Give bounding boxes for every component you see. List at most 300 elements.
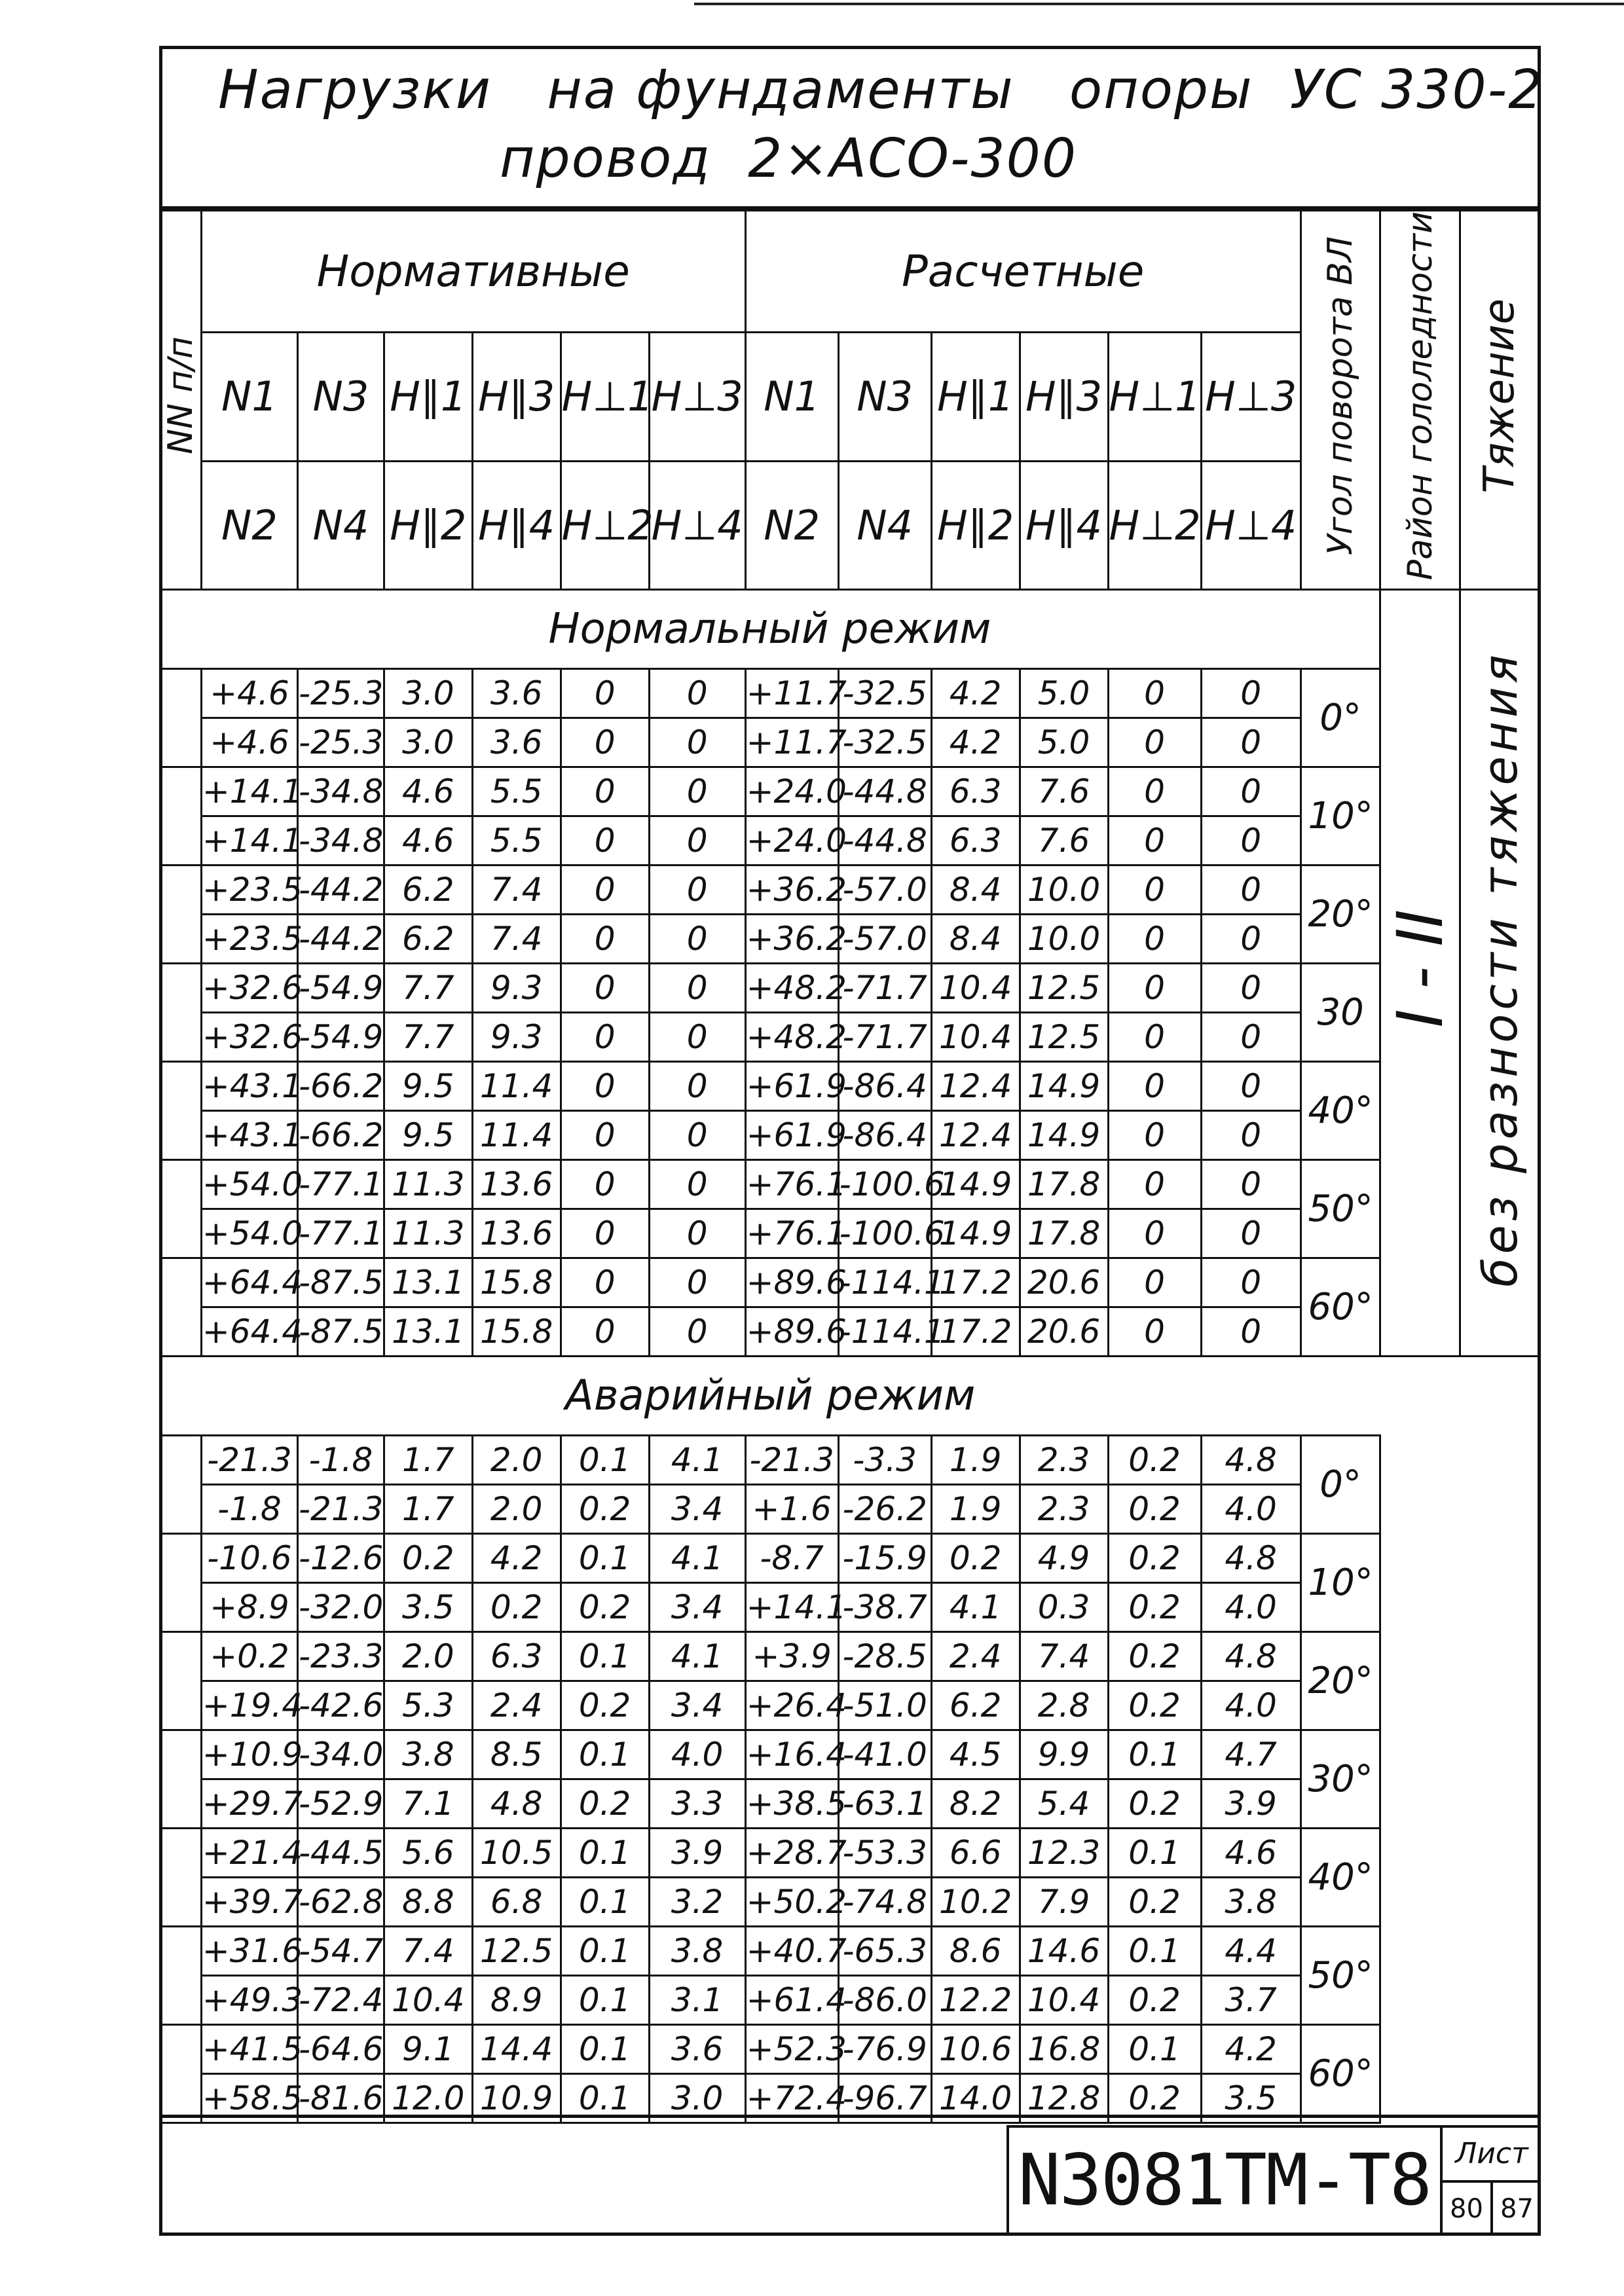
value-cell: 4.0 xyxy=(1201,1681,1301,1730)
value-cell: -114.1 xyxy=(838,1307,931,1357)
value-cell: 13.6 xyxy=(472,1160,561,1209)
row-number-cell xyxy=(160,767,202,866)
value-cell: 4.0 xyxy=(1201,1583,1301,1632)
value-cell: -1.8 xyxy=(297,1436,384,1485)
value-cell: 12.5 xyxy=(1020,1013,1108,1062)
value-cell: 15.8 xyxy=(472,1258,561,1307)
value-cell: 5.5 xyxy=(472,816,561,866)
value-cell: 0.3 xyxy=(1020,1583,1108,1632)
value-cell: 3.9 xyxy=(1201,1779,1301,1829)
value-cell: 12.8 xyxy=(1020,2074,1108,2123)
value-cell: 0 xyxy=(1201,1062,1301,1111)
value-cell: 2.4 xyxy=(931,1632,1020,1681)
value-cell: 0 xyxy=(561,866,649,915)
value-cell: -66.2 xyxy=(297,1062,384,1111)
value-cell: 4.0 xyxy=(649,1730,745,1779)
value-cell: 0 xyxy=(1201,1258,1301,1307)
value-cell: -10.6 xyxy=(201,1534,297,1583)
table-row xyxy=(160,669,1540,718)
col-header: H∥2 xyxy=(931,461,1020,590)
value-cell: 11.3 xyxy=(384,1209,472,1258)
value-cell: 2.0 xyxy=(384,1632,472,1681)
value-cell: -8.7 xyxy=(745,1534,838,1583)
value-cell: 14.9 xyxy=(1020,1111,1108,1160)
value-cell: -28.5 xyxy=(838,1632,931,1681)
row-number-cell xyxy=(160,866,202,964)
value-cell: 10.0 xyxy=(1020,866,1108,915)
value-cell: +14.1 xyxy=(745,1583,838,1632)
value-cell: 0.2 xyxy=(1108,1681,1201,1730)
value-cell: -71.7 xyxy=(838,964,931,1013)
value-cell: 0 xyxy=(649,816,745,866)
value-cell: -15.9 xyxy=(838,1534,931,1583)
value-cell: 6.2 xyxy=(384,915,472,964)
value-cell: 10.9 xyxy=(472,2074,561,2123)
value-cell: 0 xyxy=(649,1258,745,1307)
value-cell: 4.6 xyxy=(384,767,472,816)
value-cell: 5.4 xyxy=(1020,1779,1108,1829)
value-cell: +24.0 xyxy=(745,816,838,866)
value-cell: 15.8 xyxy=(472,1307,561,1357)
value-cell: 0 xyxy=(561,1062,649,1111)
col-header: H∥2 xyxy=(384,461,472,590)
value-cell: 2.3 xyxy=(1020,1485,1108,1534)
value-cell: 1.9 xyxy=(931,1436,1020,1485)
row-number-cell xyxy=(160,1534,202,1632)
value-cell: 0 xyxy=(1108,866,1201,915)
value-cell: +72.4 xyxy=(745,2074,838,2123)
col-header: N3 xyxy=(297,332,384,461)
value-cell: 0.1 xyxy=(561,2025,649,2074)
value-cell: 3.1 xyxy=(649,1976,745,2025)
value-cell: 4.8 xyxy=(1201,1632,1301,1681)
value-cell: +76.1 xyxy=(745,1209,838,1258)
value-cell: 0 xyxy=(561,718,649,767)
angle-cell: 50° xyxy=(1301,1160,1380,1258)
value-cell: 14.0 xyxy=(931,2074,1020,2123)
table-row xyxy=(160,1927,1540,1976)
value-cell: 0.2 xyxy=(1108,1779,1201,1829)
value-cell: -76.9 xyxy=(838,2025,931,2074)
table-row xyxy=(160,1632,1540,1681)
value-cell: +11.7 xyxy=(745,718,838,767)
angle-cell: 30° xyxy=(1301,1730,1380,1829)
value-cell: 0 xyxy=(1201,1111,1301,1160)
value-cell: 0 xyxy=(649,866,745,915)
value-cell: 0.1 xyxy=(561,1927,649,1976)
value-cell: +43.1 xyxy=(201,1111,297,1160)
num-header: NN п/п xyxy=(160,211,202,590)
value-cell: 3.3 xyxy=(649,1779,745,1829)
value-cell: +14.1 xyxy=(201,767,297,816)
table-row xyxy=(160,866,1540,915)
value-cell: +76.1 xyxy=(745,1160,838,1209)
value-cell: 2.3 xyxy=(1020,1436,1108,1485)
value-cell: 0.2 xyxy=(561,1583,649,1632)
value-cell: +36.2 xyxy=(745,915,838,964)
value-cell: +39.7 xyxy=(201,1878,297,1927)
col-header: N4 xyxy=(838,461,931,590)
col-header: N1 xyxy=(201,332,297,461)
value-cell: -71.7 xyxy=(838,1013,931,1062)
value-cell: 17.8 xyxy=(1020,1160,1108,1209)
value-cell: 14.9 xyxy=(1020,1062,1108,1111)
value-cell: +23.5 xyxy=(201,866,297,915)
value-cell: +36.2 xyxy=(745,866,838,915)
value-cell: 10.4 xyxy=(1020,1976,1108,2025)
value-cell: +4.6 xyxy=(201,718,297,767)
value-cell: 0.1 xyxy=(561,1976,649,2025)
value-cell: -32.5 xyxy=(838,718,931,767)
value-cell: 0.2 xyxy=(561,1681,649,1730)
calc-header: Расчетные xyxy=(745,211,1301,333)
value-cell: 3.6 xyxy=(649,2025,745,2074)
value-cell: 9.9 xyxy=(1020,1730,1108,1779)
value-cell: 3.6 xyxy=(472,669,561,718)
angle-cell: 60° xyxy=(1301,2025,1380,2123)
value-cell: 11.4 xyxy=(472,1111,561,1160)
sheet-number: 80 xyxy=(1450,2194,1483,2224)
value-cell: +19.4 xyxy=(201,1681,297,1730)
value-cell: +61.4 xyxy=(745,1976,838,2025)
title-line-2: провод 2×АСО-300 xyxy=(500,128,1078,190)
value-cell: 0 xyxy=(649,1111,745,1160)
value-cell: 0.1 xyxy=(561,1436,649,1485)
value-cell: -34.8 xyxy=(297,767,384,816)
value-cell: +61.9 xyxy=(745,1111,838,1160)
value-cell: +4.6 xyxy=(201,669,297,718)
value-cell: 1.7 xyxy=(384,1436,472,1485)
value-cell: 4.5 xyxy=(931,1730,1020,1779)
value-cell: +14.1 xyxy=(201,816,297,866)
col-header: H∥1 xyxy=(931,332,1020,461)
normative-header: Нормативные xyxy=(201,211,745,333)
value-cell: -23.3 xyxy=(297,1632,384,1681)
value-cell: 0 xyxy=(649,964,745,1013)
value-cell: 6.8 xyxy=(472,1878,561,1927)
col-header: N2 xyxy=(201,461,297,590)
region-value: I - II xyxy=(1383,909,1457,1029)
value-cell: +24.0 xyxy=(745,767,838,816)
value-cell: 1.7 xyxy=(384,1485,472,1534)
value-cell: -32.5 xyxy=(838,669,931,718)
value-cell: -63.1 xyxy=(838,1779,931,1829)
col-header: H∥1 xyxy=(384,332,472,461)
value-cell: 0.2 xyxy=(1108,1436,1201,1485)
value-cell: 0.1 xyxy=(561,1878,649,1927)
value-cell: 0 xyxy=(1201,1209,1301,1258)
value-cell: +54.0 xyxy=(201,1209,297,1258)
value-cell: 5.0 xyxy=(1020,718,1108,767)
value-cell: 0 xyxy=(649,1013,745,1062)
value-cell: -38.7 xyxy=(838,1583,931,1632)
value-cell: -26.2 xyxy=(838,1485,931,1534)
value-cell: 4.2 xyxy=(472,1534,561,1583)
value-cell: 0 xyxy=(1108,816,1201,866)
table-row xyxy=(160,1534,1540,1583)
value-cell: 4.0 xyxy=(1201,1485,1301,1534)
value-cell: 0 xyxy=(1201,767,1301,816)
value-cell: 0 xyxy=(649,1209,745,1258)
value-cell: -41.0 xyxy=(838,1730,931,1779)
value-cell: 10.4 xyxy=(931,1013,1020,1062)
angle-cell: 0° xyxy=(1301,669,1380,767)
value-cell: 5.3 xyxy=(384,1681,472,1730)
value-cell: 0 xyxy=(649,915,745,964)
value-cell: 7.1 xyxy=(384,1779,472,1829)
value-cell: -62.8 xyxy=(297,1878,384,1927)
tension-cell xyxy=(1460,590,1540,1357)
angle-cell: 0° xyxy=(1301,1436,1380,1534)
value-cell: +0.2 xyxy=(201,1632,297,1681)
value-cell: -57.0 xyxy=(838,866,931,915)
value-cell: 0 xyxy=(1108,915,1201,964)
value-cell: 0 xyxy=(649,1307,745,1357)
value-cell: 0 xyxy=(1108,1013,1201,1062)
value-cell: 2.0 xyxy=(472,1485,561,1534)
value-cell: +32.6 xyxy=(201,1013,297,1062)
col-header: N4 xyxy=(297,461,384,590)
value-cell: 2.4 xyxy=(472,1681,561,1730)
value-cell: 0 xyxy=(1108,718,1201,767)
value-cell: 0.2 xyxy=(931,1534,1020,1583)
value-cell: 14.4 xyxy=(472,2025,561,2074)
value-cell: 0 xyxy=(1108,669,1201,718)
row-number-cell xyxy=(160,1632,202,1730)
value-cell: 4.2 xyxy=(931,669,1020,718)
value-cell: +1.6 xyxy=(745,1485,838,1534)
value-cell: -12.6 xyxy=(297,1534,384,1583)
col-header: H⊥3 xyxy=(1201,332,1301,461)
value-cell: -44.8 xyxy=(838,767,931,816)
value-cell: -54.9 xyxy=(297,964,384,1013)
value-cell: 0.2 xyxy=(561,1485,649,1534)
angle-cell: 20° xyxy=(1301,1632,1380,1730)
value-cell: +40.7 xyxy=(745,1927,838,1976)
title-line-1: Нагрузки на фундаменты опоры УС 330-2 xyxy=(218,59,1544,121)
value-cell: 0 xyxy=(561,1258,649,1307)
value-cell: 0 xyxy=(1201,915,1301,964)
value-cell: -87.5 xyxy=(297,1307,384,1357)
value-cell: -42.6 xyxy=(297,1681,384,1730)
value-cell: -77.1 xyxy=(297,1160,384,1209)
value-cell: -96.7 xyxy=(838,2074,931,2123)
value-cell: 3.8 xyxy=(1201,1878,1301,1927)
value-cell: +38.5 xyxy=(745,1779,838,1829)
value-cell: +10.9 xyxy=(201,1730,297,1779)
col-header: H⊥3 xyxy=(649,332,745,461)
col-header: H⊥1 xyxy=(561,332,649,461)
value-cell: 3.8 xyxy=(649,1927,745,1976)
sheet-box xyxy=(1440,2128,1541,2236)
region-cell xyxy=(1380,590,1460,1357)
value-cell: 0 xyxy=(1201,718,1301,767)
value-cell: 0.2 xyxy=(1108,1485,1201,1534)
value-cell: 0 xyxy=(649,1062,745,1111)
value-cell: -100.6 xyxy=(838,1209,931,1258)
doc-number: N3081ТМ-Т8 xyxy=(1018,2140,1431,2221)
value-cell: 0 xyxy=(561,1013,649,1062)
value-cell: -86.0 xyxy=(838,1976,931,2025)
angle-cell: 40° xyxy=(1301,1062,1380,1160)
value-cell: +8.9 xyxy=(201,1583,297,1632)
value-cell: 4.1 xyxy=(649,1436,745,1485)
col-header: N2 xyxy=(745,461,838,590)
value-cell: 9.5 xyxy=(384,1111,472,1160)
col-header: H⊥1 xyxy=(1108,332,1201,461)
value-cell: -32.0 xyxy=(297,1583,384,1632)
value-cell: +31.6 xyxy=(201,1927,297,1976)
value-cell: -81.6 xyxy=(297,2074,384,2123)
value-cell: -51.0 xyxy=(838,1681,931,1730)
value-cell: 0.2 xyxy=(561,1779,649,1829)
value-cell: 4.6 xyxy=(1201,1829,1301,1878)
value-cell: +49.3 xyxy=(201,1976,297,2025)
angle-header: Угол поворота ВЛ xyxy=(1301,211,1380,590)
value-cell: 4.9 xyxy=(1020,1534,1108,1583)
value-cell: 0 xyxy=(1108,1209,1201,1258)
value-cell: -77.1 xyxy=(297,1209,384,1258)
value-cell: 4.2 xyxy=(931,718,1020,767)
table-row xyxy=(160,2025,1540,2074)
value-cell: 3.4 xyxy=(649,1583,745,1632)
value-cell: +50.2 xyxy=(745,1878,838,1927)
col-header: H⊥2 xyxy=(561,461,649,590)
value-cell: 12.0 xyxy=(384,2074,472,2123)
value-cell: +43.1 xyxy=(201,1062,297,1111)
row-number-cell xyxy=(160,1062,202,1160)
sheet-label: Лист xyxy=(1443,2128,1541,2183)
angle-cell: 50° xyxy=(1301,1927,1380,2025)
value-cell: 0 xyxy=(1201,1160,1301,1209)
value-cell: -34.8 xyxy=(297,816,384,866)
value-cell: 0.2 xyxy=(1108,1632,1201,1681)
value-cell: 10.0 xyxy=(1020,915,1108,964)
value-cell: 0 xyxy=(561,915,649,964)
value-cell: 0 xyxy=(1201,866,1301,915)
value-cell: 9.3 xyxy=(472,1013,561,1062)
value-cell: 0.2 xyxy=(1108,1534,1201,1583)
drawing-stamp xyxy=(1006,2125,1541,2236)
value-cell: 0 xyxy=(1108,1258,1201,1307)
value-cell: 12.5 xyxy=(472,1927,561,1976)
row-number-cell xyxy=(160,1927,202,2025)
value-cell: 0.1 xyxy=(561,2074,649,2123)
value-cell: 7.6 xyxy=(1020,816,1108,866)
value-cell: 0 xyxy=(649,767,745,816)
value-cell: 5.0 xyxy=(1020,669,1108,718)
value-cell: 5.5 xyxy=(472,767,561,816)
value-cell: 7.4 xyxy=(472,866,561,915)
value-cell: +89.6 xyxy=(745,1307,838,1357)
value-cell: 7.4 xyxy=(1020,1632,1108,1681)
value-cell: 14.9 xyxy=(931,1160,1020,1209)
value-cell: 0 xyxy=(649,718,745,767)
value-cell: 0 xyxy=(561,1160,649,1209)
value-cell: 7.4 xyxy=(472,915,561,964)
value-cell: 0 xyxy=(1201,1013,1301,1062)
value-cell: 20.6 xyxy=(1020,1258,1108,1307)
value-cell: -25.3 xyxy=(297,669,384,718)
table-row xyxy=(160,964,1540,1013)
value-cell: -86.4 xyxy=(838,1111,931,1160)
value-cell: 3.8 xyxy=(384,1730,472,1779)
value-cell: +29.7 xyxy=(201,1779,297,1829)
value-cell: 5.6 xyxy=(384,1829,472,1878)
value-cell: 3.9 xyxy=(649,1829,745,1878)
value-cell: 3.2 xyxy=(649,1878,745,1927)
value-cell: -25.3 xyxy=(297,718,384,767)
value-cell: -114.1 xyxy=(838,1258,931,1307)
value-cell: 12.4 xyxy=(931,1062,1020,1111)
value-cell: +28.7 xyxy=(745,1829,838,1878)
value-cell: +61.9 xyxy=(745,1062,838,1111)
value-cell: 9.1 xyxy=(384,2025,472,2074)
value-cell: 11.4 xyxy=(472,1062,561,1111)
value-cell: 17.2 xyxy=(931,1307,1020,1357)
value-cell: -74.8 xyxy=(838,1878,931,1927)
value-cell: 2.8 xyxy=(1020,1681,1108,1730)
value-cell: 8.8 xyxy=(384,1878,472,1927)
table-row xyxy=(160,767,1540,816)
value-cell: +23.5 xyxy=(201,915,297,964)
value-cell: +64.4 xyxy=(201,1258,297,1307)
value-cell: +58.5 xyxy=(201,2074,297,2123)
value-cell: 0 xyxy=(561,1209,649,1258)
value-cell: 0.2 xyxy=(1108,2074,1201,2123)
value-cell: 13.1 xyxy=(384,1307,472,1357)
value-cell: 0.1 xyxy=(561,1534,649,1583)
table-row xyxy=(160,1062,1540,1111)
value-cell: 7.7 xyxy=(384,1013,472,1062)
value-cell: 7.7 xyxy=(384,964,472,1013)
value-cell: 9.3 xyxy=(472,964,561,1013)
value-cell: -54.7 xyxy=(297,1927,384,1976)
sheet-total: 87 xyxy=(1490,2183,1541,2236)
value-cell: 0 xyxy=(649,669,745,718)
value-cell: 0.2 xyxy=(384,1534,472,1583)
value-cell: 13.1 xyxy=(384,1258,472,1307)
value-cell: -3.3 xyxy=(838,1436,931,1485)
value-cell: 0.2 xyxy=(1108,1878,1201,1927)
angle-cell: 20° xyxy=(1301,866,1380,964)
value-cell: 6.2 xyxy=(384,866,472,915)
value-cell: 10.4 xyxy=(931,964,1020,1013)
value-cell: -86.4 xyxy=(838,1062,931,1111)
title-block xyxy=(159,46,1544,210)
value-cell: -53.3 xyxy=(838,1829,931,1878)
value-cell: 0 xyxy=(561,669,649,718)
value-cell: +16.4 xyxy=(745,1730,838,1779)
value-cell: -21.3 xyxy=(297,1485,384,1534)
value-cell: 0 xyxy=(561,1111,649,1160)
value-cell: -52.9 xyxy=(297,1779,384,1829)
value-cell: 16.8 xyxy=(1020,2025,1108,2074)
value-cell: 4.8 xyxy=(1201,1436,1301,1485)
value-cell: 0 xyxy=(1108,767,1201,816)
value-cell: -44.2 xyxy=(297,866,384,915)
col-header: H∥4 xyxy=(472,461,561,590)
value-cell: 7.4 xyxy=(384,1927,472,1976)
value-cell: 14.9 xyxy=(931,1209,1020,1258)
value-cell: 12.4 xyxy=(931,1111,1020,1160)
value-cell: 10.2 xyxy=(931,1878,1020,1927)
value-cell: 0 xyxy=(1108,964,1201,1013)
value-cell: +54.0 xyxy=(201,1160,297,1209)
value-cell: 4.8 xyxy=(1201,1534,1301,1583)
value-cell: 8.4 xyxy=(931,866,1020,915)
value-cell: 4.2 xyxy=(1201,2025,1301,2074)
